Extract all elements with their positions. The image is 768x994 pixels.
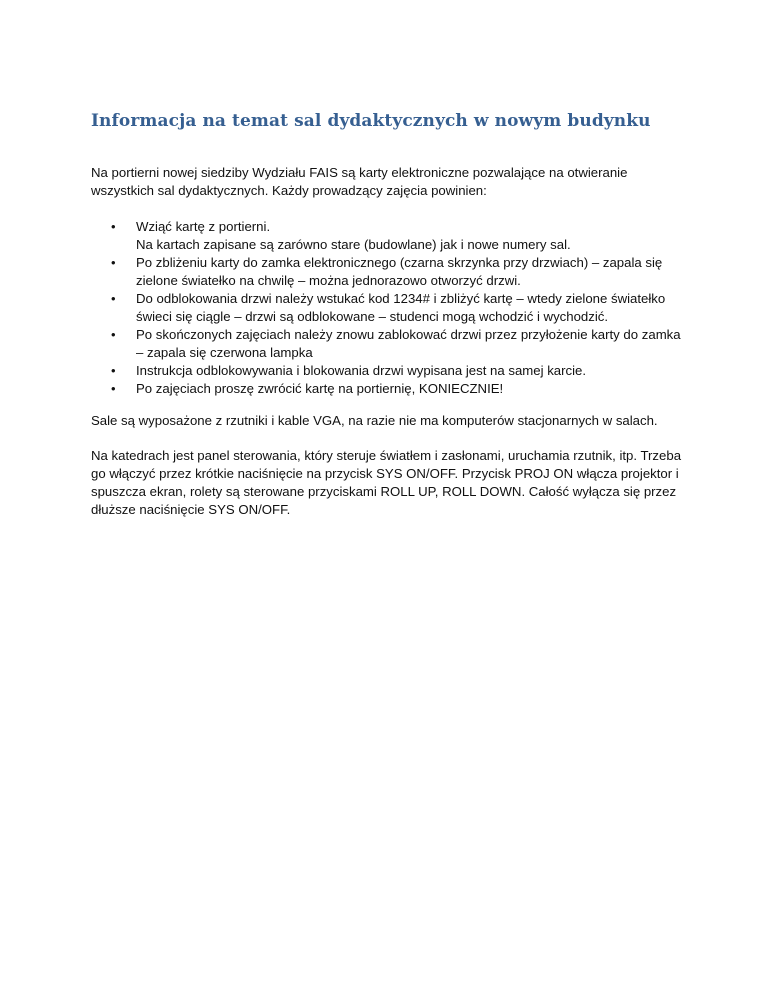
list-item-text: Wziąć kartę z portierni.	[136, 219, 271, 234]
bullet-icon: •	[111, 363, 116, 378]
intro-paragraph: Na portierni nowej siedziby Wydziału FAIS są karty elektroniczne pozwalające na otwieranie wszystkich sal dydaktycznych. Każdy prowadzący zajęcia powinien:	[91, 165, 628, 198]
list-item	[91, 326, 691, 362]
bullet-icon: •	[111, 381, 116, 396]
list-item-text: Do odblokowania drzwi należy wstukać kod 1234# i zbliżyć kartę – wtedy zielone światełko świeci się ciągle – drzwi są odblokowane – studenci mogą wchodzić i wychodzić.	[136, 291, 666, 324]
list-item-text: Po zbliżeniu karty do zamka elektronicznego (czarna skrzynka przy drzwiach) – zapala się zielone światełko na chwilę – można jednorazowo otworzyć drzwi.	[136, 255, 663, 288]
list-item	[91, 290, 691, 326]
instruction-list	[91, 218, 691, 398]
list-item-text: Po zajęciach proszę zwrócić kartę na portiernię, KONIECZNIE!	[136, 381, 504, 396]
list-item	[91, 362, 691, 380]
bullet-icon: •	[111, 219, 116, 234]
bullet-icon: •	[111, 255, 116, 270]
list-item-text: Instrukcja odblokowywania i blokowania drzwi wypisana jest na samej karcie.	[136, 363, 587, 378]
bullet-icon: •	[111, 291, 116, 306]
list-item-subtext: Na kartach zapisane są zarówno stare (budowlane) jak i nowe numery sal.	[136, 237, 571, 252]
bullet-icon: •	[111, 327, 116, 342]
list-item-text: Po skończonych zajęciach należy znowu zablokować drzwi przez przyłożenie karty do zamka – zapala się czerwona lampka	[136, 327, 681, 360]
equipment-paragraph: Sale są wyposażone z rzutniki i kable VGA, na razie nie ma komputerów stacjonarnych w salach.	[91, 413, 658, 428]
document-title: Informacja na temat sal dydaktycznych w nowym budynku	[91, 111, 651, 131]
list-item	[91, 254, 691, 290]
list-item	[91, 380, 691, 398]
list-item	[91, 218, 691, 254]
control-panel-paragraph: Na katedrach jest panel sterowania, który steruje światłem i zasłonami, uruchamia rzutnik, itp. Trzeba go włączyć przez krótkie naciśnięcie na przycisk SYS ON/OFF. Przycisk PROJ ON włącza projektor i spuszcza ekran, rolety są sterowane przyciskami ROLL UP, ROLL DOWN. Całość wyłącza się przez dłuższe naciśnięcie SYS ON/OFF.	[91, 448, 682, 517]
